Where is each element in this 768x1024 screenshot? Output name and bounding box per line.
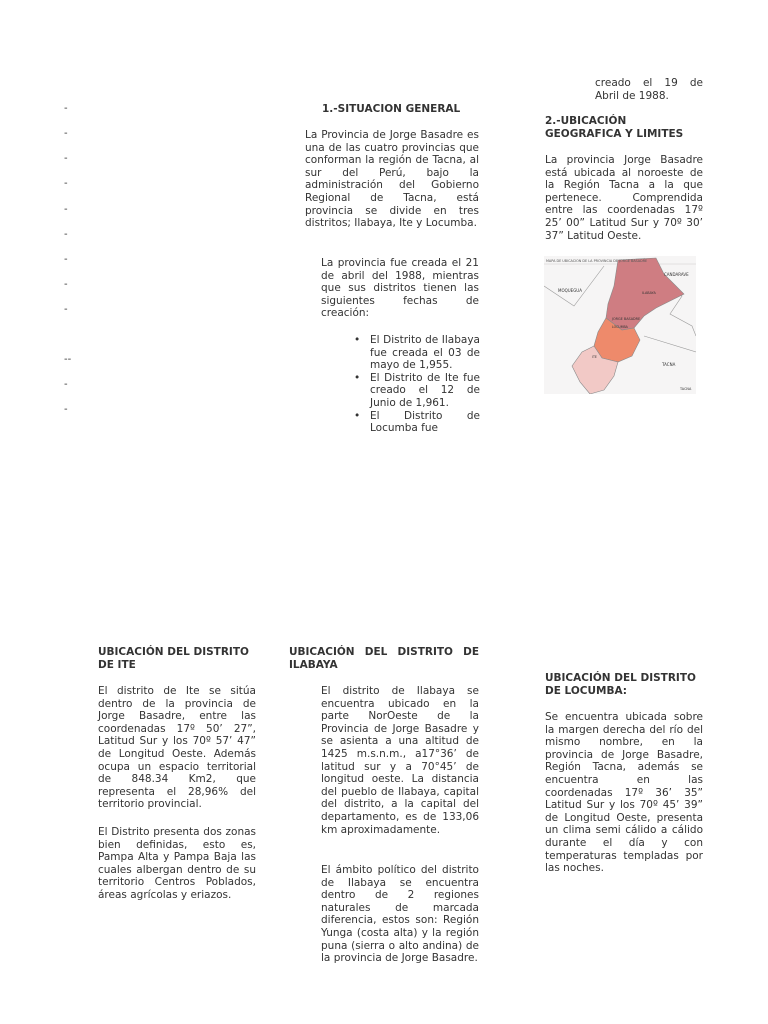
bullet-icon: • <box>354 334 361 346</box>
list-item <box>354 410 480 435</box>
map-label: ILABAYA <box>642 291 656 295</box>
section-title-locumba: UBICACIÓN DEL DISTRITO DE LOCUMBA: <box>545 672 696 697</box>
margin-dash: - <box>64 304 68 315</box>
map-label: MOQUEGUA <box>558 288 582 293</box>
situacion-paragraph-2: La provincia fue creada el 21 de abril del 1988, mientras que sus distritos tienen las siguientes fechas de creación: <box>321 257 479 320</box>
ite-paragraph-2: El Distrito presenta dos zonas bien definidas, esto es, Pampa Alta y Pampa Baja las cuales albergan dentro de su territorio Centros Poblados, áreas agrícolas y eriazos. <box>98 826 256 901</box>
continuation-text: creado el 19 de Abril de 1988. <box>595 77 703 102</box>
list-item-text: El Distrito de Locumba fue <box>370 409 480 435</box>
ite-paragraph-1: El distrito de Ite se sitúa dentro de la provincia de Jorge Basadre, entre las coordenadas 17º 50’ 27”, Latitud Sur y los 70º 57’ 47” de Longitud Oeste. Además ocupa un espacio territorial de 848.34 Km2, que representa el 28,96% del territorio provincial. <box>98 685 256 811</box>
bullet-icon: • <box>354 371 361 384</box>
margin-dash: - <box>64 103 68 114</box>
section-title-ite: UBICACIÓN DEL DISTRITO DE ITE <box>98 646 249 671</box>
creation-dates-list <box>354 334 480 435</box>
margin-dash: - <box>64 128 68 139</box>
map-label: TACNA <box>680 387 692 391</box>
list-item-text: El Distrito de Ite fue creado el 12 de Junio de 1,961. <box>370 371 480 409</box>
margin-dash: -- <box>64 354 72 365</box>
locumba-paragraph: Se encuentra ubicada sobre la margen derecha del río del mismo nombre, en la provincia de Jorge Basadre, Región Tacna, además se encuentra en las coordenadas 17º 36’ 35” Latitud Sur y los 70º 45’ 39” de Longitud Oeste, presenta un clima semi cálido a cálido durante el día y con temperaturas templadas por las noches. <box>545 711 703 875</box>
margin-dash: - <box>64 204 68 215</box>
section-title-ilabaya: UBICACIÓN DEL DISTRITO DE ILABAYA <box>289 646 479 671</box>
ilabaya-paragraph-2: El ámbito político del distrito de Ilabaya se encuentra dentro de 2 regiones naturales de marcada diferencia, estos son: Región Yunga (costa alta) y la región puna (sierra o alto andina) de la provincia de Jorge Basadre. <box>321 864 479 965</box>
bullet-icon: • <box>354 409 361 422</box>
map-label: CANDARAVE <box>664 272 689 277</box>
province-map-graphic <box>544 256 696 394</box>
ubicacion-paragraph: La provincia Jorge Basadre está ubicada al noroeste de la Región Tacna a la que pertenece. Comprendida entre las coordenadas 17º 25’ 00” Latitud Sur y 70º 30’ 37” Latitud Oeste. <box>545 154 703 242</box>
margin-dash: - <box>64 404 68 415</box>
map-label: JORGE BASADRE <box>612 317 641 321</box>
margin-dash: - <box>64 279 68 290</box>
map-label: TACNA <box>662 362 676 367</box>
margin-dash: - <box>64 229 68 240</box>
map-label: ITE <box>592 355 597 359</box>
margin-dash: - <box>64 178 68 189</box>
margin-dash: - <box>64 153 68 164</box>
province-map <box>544 256 696 394</box>
situacion-paragraph-1: La Provincia de Jorge Basadre es una de las cuatro provincias que conforman la región de Tacna, al sur del Perú, bajo la administración del Gobierno Regional de Tacna, está provincia se divide en tres distritos; Ilabaya, Ite y Locumba. <box>305 129 479 230</box>
section-title-ubicacion: 2.-UBICACIÓN GEOGRAFICA Y LIMITES <box>545 115 684 140</box>
list-item <box>354 372 480 410</box>
map-title: MAPA DE UBICACION DE LA PROVINCIA DE JORGE BASADRE <box>546 259 648 263</box>
section-title-situacion: 1.-SITUACION GENERAL <box>322 103 461 115</box>
list-item <box>354 334 480 372</box>
margin-dash: - <box>64 379 68 390</box>
ilabaya-paragraph-1: El distrito de Ilabaya se encuentra ubicado en la parte NorOeste de la Provincia de Jorge Basadre y se asienta a una altitud de 1425 m.s.n.m., a17°36’ de latitud sur y a 70°45’ de longitud oeste. La distancia del pueblo de Ilabaya, capital del distrito, a la capital del departamento, es de 133,06 km aproximadamente. <box>321 685 479 836</box>
margin-dash: - <box>64 254 68 265</box>
map-label: LOCUMBA <box>612 325 628 329</box>
list-item-text: El Distrito de Ilabaya fue creada el 03 de mayo de 1,955. <box>370 334 480 372</box>
